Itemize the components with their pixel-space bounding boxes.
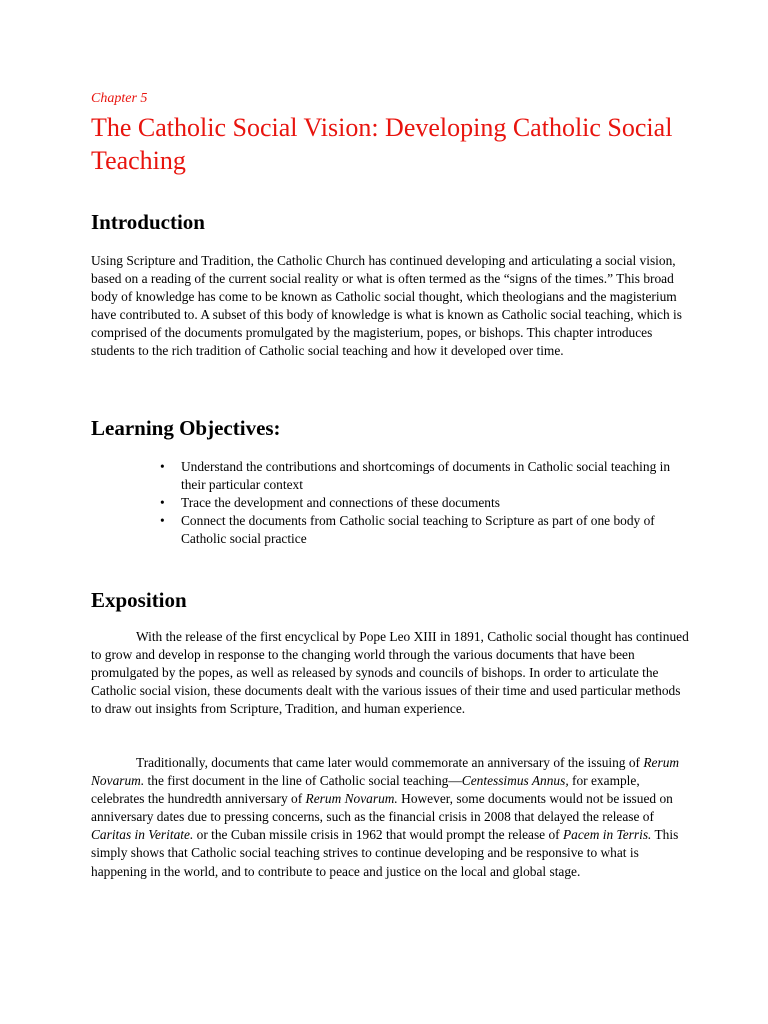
objective-text: Trace the development and connections of these documents — [181, 495, 500, 511]
document-title: Pacem in Terris. — [562, 827, 652, 843]
bullet-icon: • — [160, 459, 165, 474]
text-run: However, some documents would not be issued on anniversary dates due to pressing concerns, such as the financial crisis in 2008 that delayed the release of — [91, 791, 673, 825]
bullet-icon: • — [160, 495, 165, 511]
text-run: the first document in the line of Catholic social teaching— — [144, 773, 462, 789]
document-title: Centessimus Annus, — [461, 773, 569, 789]
list-item — [160, 458, 680, 494]
chapter-label: Chapter 5 — [91, 91, 148, 106]
learning-objectives-list — [160, 458, 680, 548]
text-run: This simply shows that Catholic social teaching strives to continue developing and be responsive to what is happening in the world, and to contribute to peace and justice on the local and global stage. — [91, 827, 679, 879]
document-title: Caritas in Veritate. — [91, 827, 194, 843]
document-title: Rerum Novarum. — [91, 755, 680, 789]
document-title: Rerum Novarum. — [305, 791, 398, 807]
list-item — [160, 512, 680, 548]
learning-objectives-heading: Learning Objectives: — [91, 416, 281, 440]
exposition-paragraph-2 — [91, 754, 691, 881]
text-run: Traditionally, documents that came later would commemorate an anniversary of the issuing of — [136, 755, 644, 770]
text-run: for example, celebrates the hundredth anniversary of — [91, 773, 640, 807]
introduction-heading: Introduction — [91, 210, 205, 234]
text-run: or the Cuban missile crisis in 1962 that would prompt the release of — [193, 827, 563, 843]
chapter-title: The Catholic Social Vision: Developing Catholic Social Teaching — [91, 113, 673, 175]
introduction-paragraph: Using Scripture and Tradition, the Catholic Church has continued developing and articulating a social vision, based on a reading of the current social reality or what is often termed as the “signs of the times.” This broad body of knowledge has come to be known as Catholic social thought, which theologians and the magisterium have contributed to. A subset of this body of knowledge is what is known as Catholic social teaching, which is comprised of the documents promulgated by the magisterium, popes, or bishops. This chapter introduces students to the rich tradition of Catholic social teaching and how it developed over time. — [91, 253, 682, 359]
objective-text: Understand the contributions and shortcomings of documents in Catholic social teaching in their particular context — [181, 459, 671, 493]
exposition-paragraph-1: With the release of the first encyclical by Pope Leo XIII in 1891, Catholic social thought has continued to grow and develop in response to the changing world through the various documents that have been promulgated by the popes, as well as released by synods and councils of bishops. In order to articulate the Catholic social vision, these documents dealt with the various issues of their time and used particular methods to draw out insights from Scripture, Tradition, and human experience. — [91, 629, 689, 717]
bullet-icon: • — [160, 513, 165, 529]
exposition-heading: Exposition — [91, 588, 187, 612]
list-item — [160, 494, 680, 512]
objective-text: Connect the documents from Catholic social teaching to Scripture as part of one body of Catholic social practice — [181, 513, 655, 547]
